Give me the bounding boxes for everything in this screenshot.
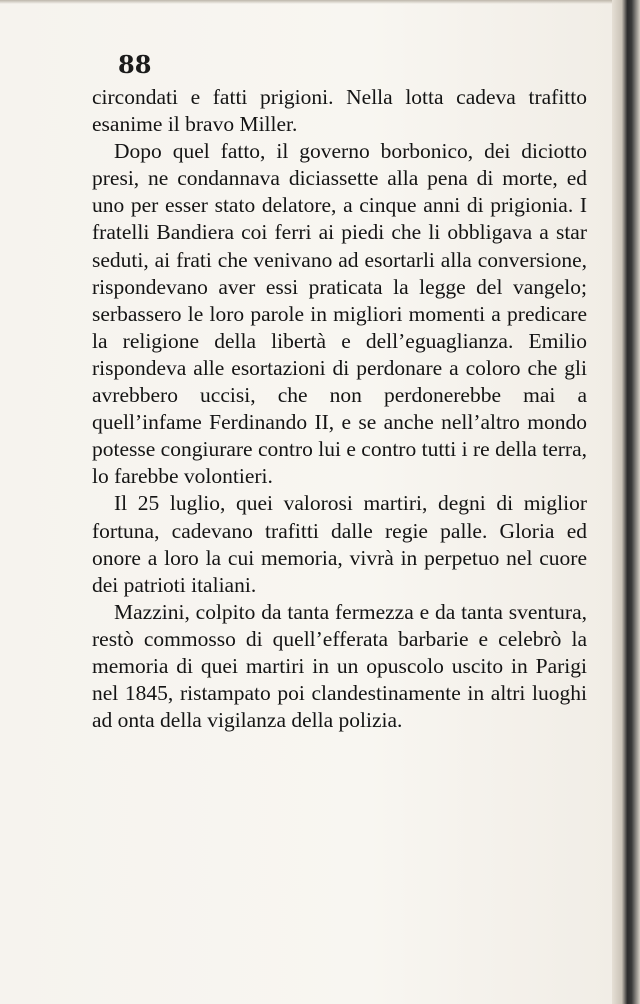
paragraph-1: circondati e fatti prigioni. Nella lotta cadeva trafitto esanime il bravo Miller.	[92, 85, 587, 137]
book-spine	[612, 0, 640, 1004]
body-text	[92, 84, 587, 734]
page-number: 88	[118, 50, 152, 79]
paragraph-3: Il 25 luglio, quei valorosi martiri, degni di miglior fortuna, cadevano trafitti dalle regie palle. Gloria ed onore a loro la cui memoria, vivrà in perpetuo nel cuore dei patrioti italiani.	[92, 491, 587, 597]
paragraph-4: Mazzini, colpito da tanta fermezza e da tanta sventura, restò commosso di quell’efferata barbarie e celebrò la memoria di quei martiri in un opuscolo uscito in Parigi nel 1845, ristampato poi clandestinamente in altri luoghi ad onta della vigilanza della polizia.	[92, 599, 587, 733]
page-top-edge	[0, 0, 612, 4]
paragraph-2: Dopo quel fatto, il governo borbonico, dei diciotto presi, ne condannava diciassette alla pena di morte, ed uno per esser stato delatore, a cinque anni di prigionia. I fratelli Bandiera coi ferri ai piedi che li obbligava a star seduti, ai frati che venivano ad esortarli alla conversione, rispondevano aver essi praticata la legge del vangelo; serbassero le loro parole in migliori momenti a predicare la religione della libertà e dell’eguaglianza. Emilio rispondeva alle esortazioni di perdonare a coloro che gli avrebbero uccisi, che non perdonerebbe mai a quell’infame Ferdinando II, e se anche nell’altro mondo potesse congiurare contro lui e contro tutti i re della terra, lo farebbe volontieri.	[92, 139, 587, 489]
